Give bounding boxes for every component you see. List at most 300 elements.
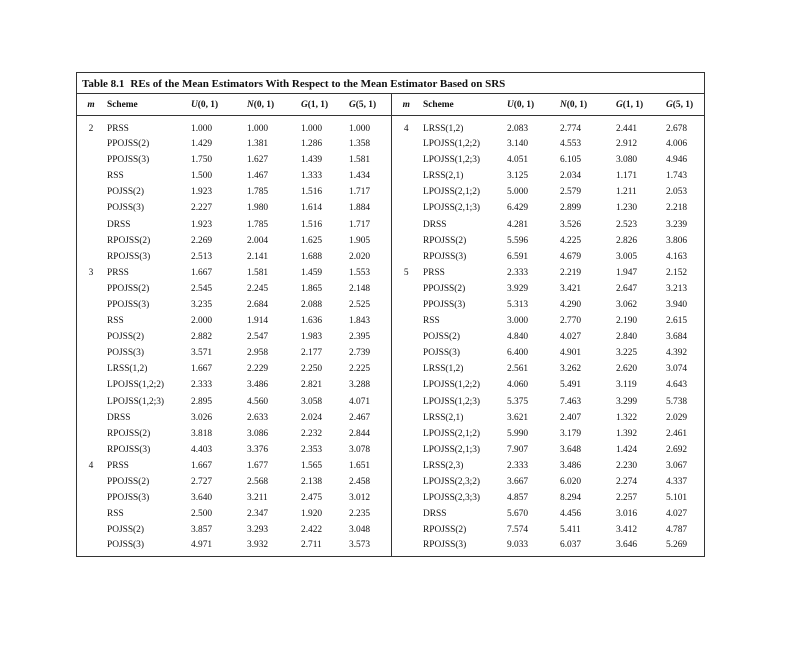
cell-value: 3.932 bbox=[247, 540, 269, 551]
cell-m bbox=[77, 410, 105, 426]
cell-value: 3.125 bbox=[507, 171, 529, 182]
cell-value: 2.229 bbox=[247, 364, 269, 375]
cell-value: 1.920 bbox=[301, 509, 323, 520]
table-row bbox=[77, 297, 704, 313]
cell-scheme: LPOJSS(2,1;3) bbox=[423, 203, 481, 214]
cell-scheme: RPOJSS(3) bbox=[107, 251, 151, 262]
cell-scheme: RPOJSS(2) bbox=[107, 428, 151, 439]
cell-value: 3.640 bbox=[191, 493, 213, 504]
cell-m: 4 bbox=[88, 460, 94, 471]
cell-m bbox=[77, 216, 105, 232]
cell-value: 2.250 bbox=[301, 364, 323, 375]
cell-value: 2.826 bbox=[616, 235, 638, 246]
cell-m bbox=[77, 345, 105, 361]
cell-m bbox=[391, 281, 421, 297]
cell-scheme: LPOJSS(1,2;3) bbox=[423, 396, 481, 407]
cell-value: 4.560 bbox=[247, 396, 269, 407]
cell-value: 2.407 bbox=[560, 412, 582, 423]
header-m: m bbox=[77, 94, 105, 116]
cell-value: 5.990 bbox=[507, 428, 529, 439]
cell-value: 3.648 bbox=[560, 444, 582, 455]
cell-value: 2.333 bbox=[507, 267, 529, 278]
cell-value: 4.553 bbox=[560, 139, 582, 150]
cell-m bbox=[391, 345, 421, 361]
cell-value: 2.912 bbox=[616, 139, 638, 150]
cell-value: 4.337 bbox=[666, 477, 688, 488]
cell-value: 4.643 bbox=[666, 380, 688, 391]
results-table-container bbox=[76, 72, 705, 557]
cell-value: 2.422 bbox=[301, 525, 323, 536]
cell-value: 7.463 bbox=[560, 396, 582, 407]
cell-value: 1.434 bbox=[349, 171, 371, 182]
cell-value: 2.579 bbox=[560, 187, 582, 198]
cell-m bbox=[391, 152, 421, 168]
cell-m bbox=[391, 377, 421, 393]
cell-value: 2.568 bbox=[247, 477, 269, 488]
cell-scheme: RPOJSS(3) bbox=[423, 251, 467, 262]
cell-value: 3.929 bbox=[507, 283, 529, 294]
cell-value: 2.523 bbox=[616, 219, 638, 230]
cell-value: 1.884 bbox=[349, 203, 371, 214]
table-row bbox=[77, 200, 704, 216]
cell-scheme: LPOJSS(2,1;2) bbox=[423, 428, 481, 439]
cell-value: 1.651 bbox=[349, 460, 371, 471]
cell-value: 2.235 bbox=[349, 509, 371, 520]
cell-scheme: POJSS(2) bbox=[107, 525, 144, 536]
cell-m bbox=[391, 313, 421, 329]
cell-value: 1.500 bbox=[191, 171, 213, 182]
cell-scheme: POJSS(3) bbox=[107, 348, 144, 359]
cell-scheme: RSS bbox=[107, 316, 124, 327]
cell-value: 1.914 bbox=[247, 316, 269, 327]
cell-value: 1.785 bbox=[247, 219, 269, 230]
cell-value: 6.105 bbox=[560, 155, 582, 166]
cell-value: 2.633 bbox=[247, 412, 269, 423]
cell-scheme: LRSS(1,2) bbox=[423, 364, 464, 375]
cell-value: 3.573 bbox=[349, 540, 371, 551]
cell-scheme: RPOJSS(3) bbox=[423, 540, 467, 551]
cell-value: 1.923 bbox=[191, 187, 213, 198]
cell-value: 4.281 bbox=[507, 219, 529, 230]
header-u01-right: U(0, 1) bbox=[505, 94, 558, 116]
cell-m bbox=[77, 522, 105, 538]
cell-value: 3.062 bbox=[616, 299, 638, 310]
cell-value: 3.646 bbox=[616, 540, 638, 551]
cell-value: 2.461 bbox=[666, 428, 688, 439]
cell-value: 3.005 bbox=[616, 251, 638, 262]
cell-value: 3.058 bbox=[301, 396, 323, 407]
cell-value: 4.901 bbox=[560, 348, 582, 359]
cell-value: 2.177 bbox=[301, 348, 323, 359]
cell-value: 1.688 bbox=[301, 251, 323, 262]
cell-value: 5.491 bbox=[560, 380, 582, 391]
cell-value: 2.333 bbox=[507, 460, 529, 471]
cell-value: 4.290 bbox=[560, 299, 582, 310]
cell-scheme: PPOJSS(3) bbox=[107, 299, 150, 310]
cell-value: 3.288 bbox=[349, 380, 371, 391]
cell-scheme: PRSS bbox=[107, 267, 129, 278]
cell-scheme: RPOJSS(3) bbox=[107, 444, 151, 455]
table-row bbox=[77, 329, 704, 345]
cell-value: 3.262 bbox=[560, 364, 582, 375]
cell-value: 3.526 bbox=[560, 219, 582, 230]
cell-m: 3 bbox=[88, 267, 94, 278]
cell-value: 3.078 bbox=[349, 444, 371, 455]
cell-value: 4.787 bbox=[666, 525, 688, 536]
table-body bbox=[77, 116, 704, 557]
cell-value: 1.286 bbox=[301, 139, 323, 150]
header-g51-right: G(5, 1) bbox=[664, 94, 704, 116]
cell-scheme: DRSS bbox=[423, 219, 447, 230]
cell-value: 2.620 bbox=[616, 364, 638, 375]
cell-value: 7.907 bbox=[507, 444, 529, 455]
table-row bbox=[77, 426, 704, 442]
cell-scheme: POJSS(3) bbox=[423, 348, 460, 359]
cell-value: 2.353 bbox=[301, 444, 323, 455]
cell-m bbox=[77, 184, 105, 200]
cell-scheme: RSS bbox=[423, 316, 440, 327]
cell-m bbox=[391, 329, 421, 345]
table-title: REs of the Mean Estimators With Respect to the Mean Estimator Based on SRS bbox=[130, 78, 506, 90]
cell-scheme: POJSS(2) bbox=[107, 187, 144, 198]
cell-value: 1.750 bbox=[191, 155, 213, 166]
cell-value: 2.525 bbox=[349, 299, 371, 310]
cell-value: 2.958 bbox=[247, 348, 269, 359]
cell-value: 2.020 bbox=[349, 251, 371, 262]
cell-m bbox=[77, 168, 105, 184]
cell-m bbox=[391, 200, 421, 216]
cell-value: 4.971 bbox=[191, 540, 213, 551]
cell-m bbox=[77, 329, 105, 345]
cell-scheme: PPOJSS(2) bbox=[107, 139, 150, 150]
cell-value: 2.190 bbox=[616, 316, 638, 327]
table-row bbox=[77, 184, 704, 200]
cell-scheme: LPOJSS(1,2;3) bbox=[423, 155, 481, 166]
cell-m: 5 bbox=[391, 265, 421, 281]
table-row bbox=[77, 281, 704, 297]
results-table bbox=[77, 93, 704, 556]
cell-value: 3.667 bbox=[507, 477, 529, 488]
cell-value: 1.381 bbox=[247, 139, 269, 150]
cell-value: 3.857 bbox=[191, 525, 213, 536]
table-row bbox=[77, 152, 704, 168]
cell-m bbox=[77, 249, 105, 265]
table-row bbox=[77, 442, 704, 458]
cell-scheme: PRSS bbox=[423, 267, 445, 278]
cell-scheme: DRSS bbox=[107, 412, 131, 423]
cell-value: 2.840 bbox=[616, 332, 638, 343]
cell-value: 1.743 bbox=[666, 171, 688, 182]
cell-value: 2.034 bbox=[560, 171, 582, 182]
cell-value: 3.067 bbox=[666, 460, 688, 471]
header-n01: N(0, 1) bbox=[245, 94, 299, 116]
cell-m bbox=[391, 410, 421, 426]
cell-value: 3.818 bbox=[191, 428, 213, 439]
cell-m bbox=[77, 377, 105, 393]
cell-m bbox=[391, 168, 421, 184]
cell-value: 3.621 bbox=[507, 412, 529, 423]
cell-value: 2.547 bbox=[247, 332, 269, 343]
cell-value: 2.152 bbox=[666, 267, 688, 278]
cell-value: 1.000 bbox=[349, 124, 371, 134]
cell-m bbox=[77, 233, 105, 249]
cell-value: 2.218 bbox=[666, 203, 688, 214]
header-u01: U(0, 1) bbox=[189, 94, 245, 116]
cell-value: 1.439 bbox=[301, 155, 323, 166]
cell-value: 2.333 bbox=[191, 380, 213, 391]
table-row bbox=[77, 490, 704, 506]
cell-scheme: LPOJSS(2,3;3) bbox=[423, 493, 481, 504]
cell-value: 1.211 bbox=[616, 187, 637, 198]
cell-value: 3.299 bbox=[616, 396, 638, 407]
cell-m bbox=[77, 506, 105, 522]
cell-value: 1.516 bbox=[301, 187, 323, 198]
cell-value: 2.219 bbox=[560, 267, 582, 278]
cell-value: 2.053 bbox=[666, 187, 688, 198]
cell-value: 2.692 bbox=[666, 444, 688, 455]
cell-scheme: LPOJSS(2,1;3) bbox=[423, 444, 481, 455]
table-row bbox=[77, 136, 704, 152]
cell-value: 1.581 bbox=[349, 155, 371, 166]
cell-value: 2.500 bbox=[191, 509, 213, 520]
cell-value: 4.946 bbox=[666, 155, 688, 166]
table-row bbox=[77, 410, 704, 426]
cell-value: 2.141 bbox=[247, 251, 269, 262]
cell-m bbox=[77, 442, 105, 458]
cell-m bbox=[391, 458, 421, 474]
cell-value: 3.940 bbox=[666, 299, 688, 310]
cell-m bbox=[77, 474, 105, 490]
cell-value: 3.213 bbox=[666, 283, 688, 294]
cell-value: 1.905 bbox=[349, 235, 371, 246]
cell-value: 2.458 bbox=[349, 477, 371, 488]
cell-value: 2.000 bbox=[191, 316, 213, 327]
cell-value: 3.235 bbox=[191, 299, 213, 310]
cell-scheme: POJSS(2) bbox=[423, 332, 460, 343]
cell-value: 2.232 bbox=[301, 428, 323, 439]
cell-value: 4.679 bbox=[560, 251, 582, 262]
cell-value: 4.163 bbox=[666, 251, 688, 262]
cell-scheme: PPOJSS(2) bbox=[423, 283, 466, 294]
cell-value: 4.027 bbox=[560, 332, 582, 343]
cell-value: 1.865 bbox=[301, 283, 323, 294]
cell-value: 2.004 bbox=[247, 235, 269, 246]
cell-value: 5.375 bbox=[507, 396, 529, 407]
cell-m bbox=[391, 506, 421, 522]
cell-value: 5.101 bbox=[666, 493, 688, 504]
cell-value: 5.269 bbox=[666, 540, 688, 551]
cell-value: 2.739 bbox=[349, 348, 371, 359]
table-row bbox=[77, 538, 704, 556]
table-row bbox=[77, 394, 704, 410]
cell-value: 2.024 bbox=[301, 412, 323, 423]
cell-scheme: LRSS(1,2) bbox=[107, 364, 148, 375]
cell-m bbox=[391, 297, 421, 313]
cell-scheme: RPOJSS(2) bbox=[423, 235, 467, 246]
cell-m bbox=[391, 442, 421, 458]
cell-value: 4.403 bbox=[191, 444, 213, 455]
cell-scheme: LPOJSS(2,3;2) bbox=[423, 477, 481, 488]
cell-value: 2.230 bbox=[616, 460, 638, 471]
cell-value: 1.000 bbox=[247, 124, 269, 134]
cell-value: 5.670 bbox=[507, 509, 529, 520]
cell-value: 3.086 bbox=[247, 428, 269, 439]
cell-scheme: LRSS(1,2) bbox=[423, 124, 464, 134]
cell-scheme: RPOJSS(2) bbox=[423, 525, 467, 536]
cell-m bbox=[77, 426, 105, 442]
cell-scheme: PPOJSS(3) bbox=[423, 299, 466, 310]
cell-m bbox=[391, 216, 421, 232]
cell-value: 1.459 bbox=[301, 267, 323, 278]
cell-value: 1.667 bbox=[191, 267, 213, 278]
cell-m bbox=[391, 522, 421, 538]
cell-value: 3.012 bbox=[349, 493, 371, 504]
cell-value: 4.456 bbox=[560, 509, 582, 520]
cell-scheme: LPOJSS(1,2;2) bbox=[423, 380, 481, 391]
cell-m bbox=[77, 538, 105, 556]
cell-value: 4.225 bbox=[560, 235, 582, 246]
cell-value: 2.467 bbox=[349, 412, 371, 423]
cell-m bbox=[77, 136, 105, 152]
cell-value: 2.844 bbox=[349, 428, 371, 439]
cell-value: 5.313 bbox=[507, 299, 529, 310]
cell-value: 2.138 bbox=[301, 477, 323, 488]
cell-value: 1.785 bbox=[247, 187, 269, 198]
cell-scheme: LPOJSS(2,1;2) bbox=[423, 187, 481, 198]
header-g11: G(1, 1) bbox=[299, 94, 347, 116]
cell-value: 7.574 bbox=[507, 525, 529, 536]
cell-value: 4.006 bbox=[666, 139, 688, 150]
cell-scheme: PPOJSS(3) bbox=[107, 155, 150, 166]
cell-value: 1.717 bbox=[349, 219, 371, 230]
cell-value: 2.475 bbox=[301, 493, 323, 504]
cell-m bbox=[391, 361, 421, 377]
cell-value: 1.581 bbox=[247, 267, 269, 278]
cell-value: 1.467 bbox=[247, 171, 269, 182]
cell-value: 1.843 bbox=[349, 316, 371, 327]
cell-m bbox=[391, 249, 421, 265]
cell-scheme: POJSS(3) bbox=[107, 540, 144, 551]
cell-value: 1.717 bbox=[349, 187, 371, 198]
cell-value: 1.947 bbox=[616, 267, 638, 278]
cell-value: 2.513 bbox=[191, 251, 213, 262]
cell-value: 1.565 bbox=[301, 460, 323, 471]
cell-value: 3.684 bbox=[666, 332, 688, 343]
cell-value: 4.392 bbox=[666, 348, 688, 359]
cell-value: 4.060 bbox=[507, 380, 529, 391]
table-row bbox=[77, 377, 704, 393]
cell-m bbox=[77, 313, 105, 329]
cell-scheme: PRSS bbox=[107, 124, 129, 134]
cell-value: 1.627 bbox=[247, 155, 269, 166]
cell-value: 3.140 bbox=[507, 139, 529, 150]
cell-value: 2.441 bbox=[616, 124, 638, 134]
cell-scheme: LPOJSS(1,2;3) bbox=[107, 396, 165, 407]
cell-value: 2.895 bbox=[191, 396, 213, 407]
cell-value: 2.647 bbox=[616, 283, 638, 294]
cell-value: 1.322 bbox=[616, 412, 638, 423]
cell-value: 4.840 bbox=[507, 332, 529, 343]
cell-m: 4 bbox=[391, 116, 421, 137]
header-row bbox=[77, 94, 704, 116]
table-row bbox=[77, 249, 704, 265]
cell-m bbox=[77, 152, 105, 168]
cell-value: 3.412 bbox=[616, 525, 638, 536]
cell-value: 2.395 bbox=[349, 332, 371, 343]
cell-value: 1.667 bbox=[191, 364, 213, 375]
cell-value: 3.080 bbox=[616, 155, 638, 166]
cell-value: 4.051 bbox=[507, 155, 529, 166]
cell-m bbox=[77, 361, 105, 377]
cell-value: 6.400 bbox=[507, 348, 529, 359]
cell-value: 2.615 bbox=[666, 316, 688, 327]
cell-m bbox=[391, 233, 421, 249]
cell-value: 1.358 bbox=[349, 139, 371, 150]
cell-value: 3.179 bbox=[560, 428, 582, 439]
cell-value: 2.245 bbox=[247, 283, 269, 294]
cell-m bbox=[391, 136, 421, 152]
cell-value: 2.711 bbox=[301, 540, 322, 551]
cell-value: 2.029 bbox=[666, 412, 688, 423]
table-row bbox=[77, 233, 704, 249]
cell-value: 3.486 bbox=[560, 460, 582, 471]
table-row bbox=[77, 522, 704, 538]
table-row bbox=[77, 216, 704, 232]
cell-value: 6.037 bbox=[560, 540, 582, 551]
cell-value: 1.230 bbox=[616, 203, 638, 214]
cell-value: 6.591 bbox=[507, 251, 529, 262]
cell-value: 3.048 bbox=[349, 525, 371, 536]
header-n01-right: N(0, 1) bbox=[558, 94, 614, 116]
cell-value: 3.026 bbox=[191, 412, 213, 423]
cell-value: 6.429 bbox=[507, 203, 529, 214]
table-row bbox=[77, 313, 704, 329]
cell-value: 1.625 bbox=[301, 235, 323, 246]
table-row bbox=[77, 506, 704, 522]
cell-value: 5.000 bbox=[507, 187, 529, 198]
cell-value: 2.678 bbox=[666, 124, 688, 134]
cell-scheme: LRSS(2,1) bbox=[423, 171, 464, 182]
cell-value: 3.293 bbox=[247, 525, 269, 536]
cell-value: 2.545 bbox=[191, 283, 213, 294]
cell-value: 3.119 bbox=[616, 380, 637, 391]
cell-scheme: LRSS(2,1) bbox=[423, 412, 464, 423]
cell-value: 1.171 bbox=[616, 171, 638, 182]
cell-scheme: LRSS(2,3) bbox=[423, 460, 464, 471]
table-row bbox=[77, 265, 704, 281]
cell-value: 8.294 bbox=[560, 493, 582, 504]
cell-value: 1.516 bbox=[301, 219, 323, 230]
table-row bbox=[77, 116, 704, 137]
header-g11-right: G(1, 1) bbox=[614, 94, 664, 116]
cell-m bbox=[391, 426, 421, 442]
cell-m bbox=[77, 490, 105, 506]
cell-m bbox=[391, 490, 421, 506]
cell-value: 3.211 bbox=[247, 493, 268, 504]
cell-value: 1.636 bbox=[301, 316, 323, 327]
cell-value: 1.424 bbox=[616, 444, 638, 455]
cell-value: 2.148 bbox=[349, 283, 371, 294]
cell-value: 1.429 bbox=[191, 139, 213, 150]
cell-value: 5.411 bbox=[560, 525, 581, 536]
cell-value: 1.392 bbox=[616, 428, 638, 439]
cell-m: 2 bbox=[88, 124, 94, 134]
cell-value: 2.257 bbox=[616, 493, 638, 504]
cell-m bbox=[391, 474, 421, 490]
header-g51: G(5, 1) bbox=[347, 94, 391, 116]
cell-value: 5.596 bbox=[507, 235, 529, 246]
cell-value: 2.774 bbox=[560, 124, 582, 134]
